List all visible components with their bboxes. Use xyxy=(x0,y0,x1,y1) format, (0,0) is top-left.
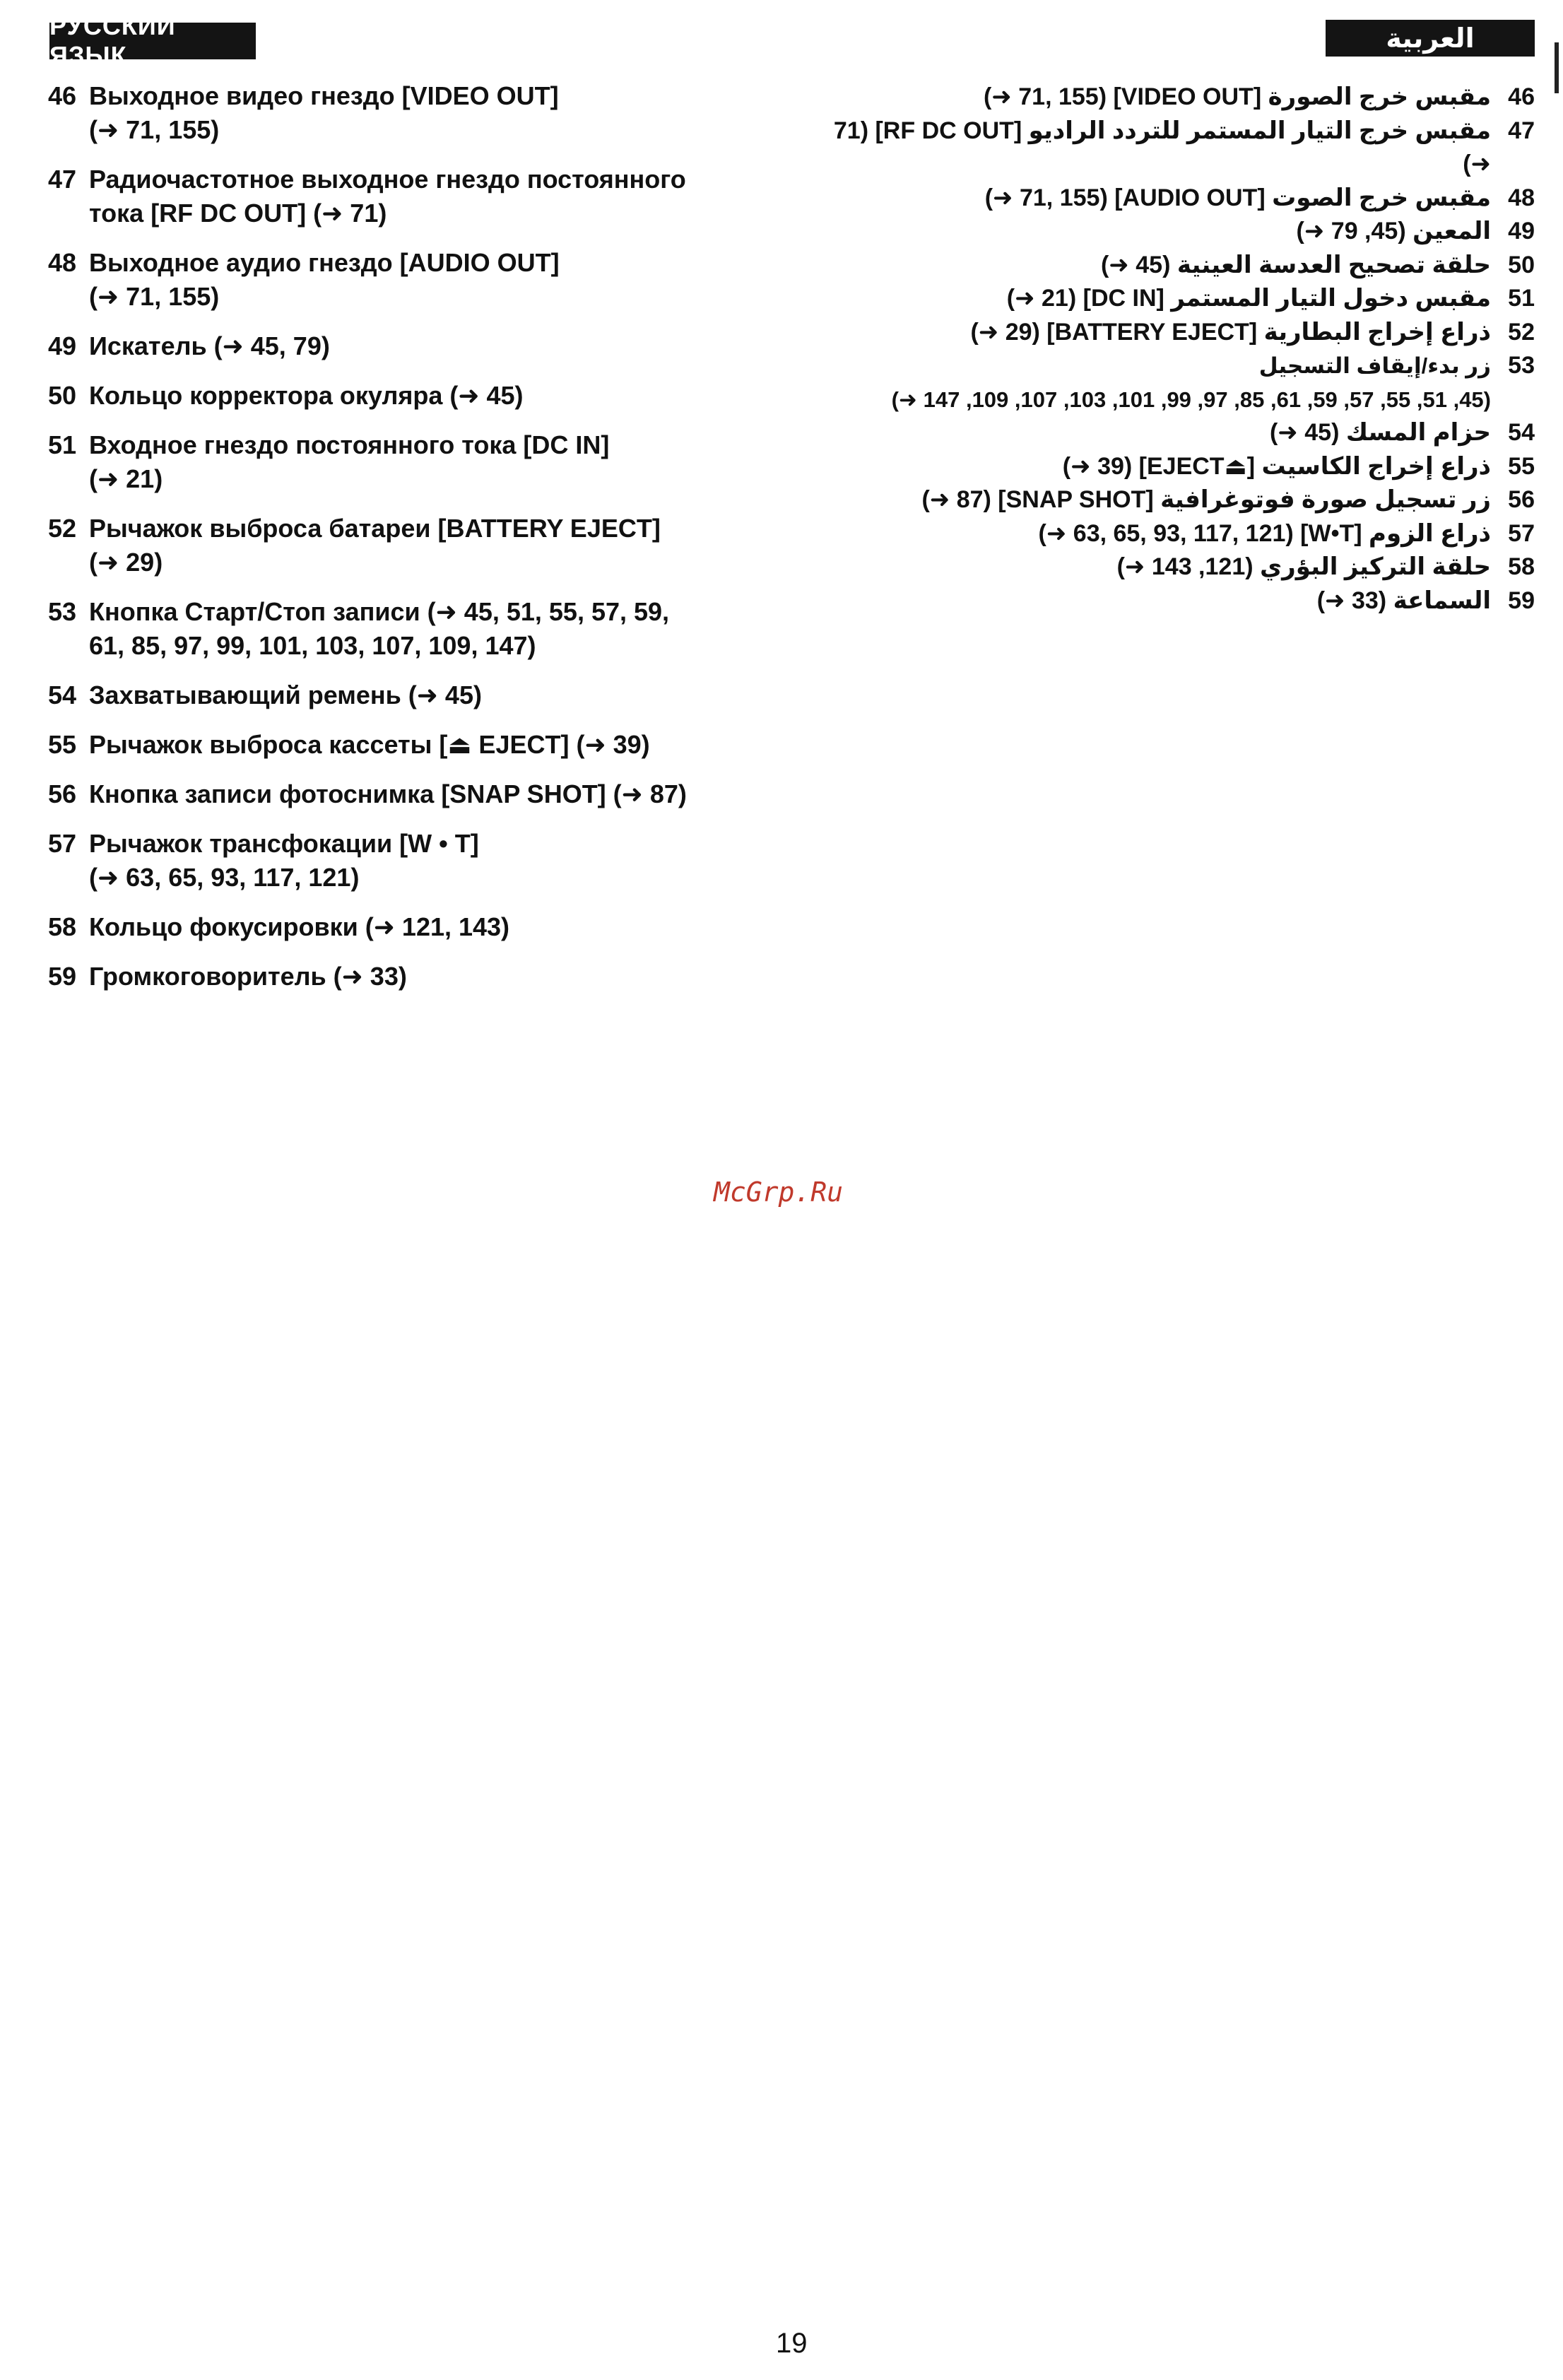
item-number: 53 xyxy=(1508,352,1535,379)
item-number: 48 xyxy=(48,248,77,277)
watermark: McGrp.Ru xyxy=(714,1177,844,1208)
list-item xyxy=(48,246,762,314)
item-description: زر بدء/إيقاف التسجيل (45, 51, 55, 57, 59, 61, 85, 97, 99, 101, 103, 107, 109, 147 ➜) xyxy=(891,353,1491,412)
list-item xyxy=(813,517,1535,551)
item-description: Выходное аудио гнездо [AUDIO OUT] (➜ 71, 155) xyxy=(89,248,560,311)
item-number: 59 xyxy=(48,962,77,991)
item-number: 54 xyxy=(48,681,77,709)
list-item xyxy=(48,827,762,895)
item-number: 51 xyxy=(1508,285,1535,312)
item-number: 49 xyxy=(1508,218,1535,245)
list-item xyxy=(48,428,762,496)
list-item xyxy=(48,595,762,663)
page-number: 19 xyxy=(776,2328,808,2359)
russian-parts-list xyxy=(48,79,762,1009)
list-item xyxy=(48,512,762,579)
list-item xyxy=(48,678,762,712)
arabic-parts-list xyxy=(813,81,1535,618)
list-item xyxy=(48,379,762,413)
page-edge-marker xyxy=(1555,42,1559,93)
list-item xyxy=(813,182,1535,216)
item-description: مقبس خرج الصوت [AUDIO OUT] (71, 155 ➜) xyxy=(984,184,1491,211)
item-number: 49 xyxy=(48,331,77,360)
item-number: 48 xyxy=(1508,184,1535,211)
item-number: 57 xyxy=(1508,519,1535,547)
list-item xyxy=(813,550,1535,584)
item-number: 46 xyxy=(48,81,77,110)
item-description: Захватывающий ремень (➜ 45) xyxy=(89,681,482,709)
list-item xyxy=(813,483,1535,517)
list-item xyxy=(813,282,1535,316)
item-description: حزام المسك (45 ➜) xyxy=(1269,419,1491,446)
item-number: 57 xyxy=(48,829,77,858)
item-description: Кнопка Старт/Стоп записи (➜ 45, 51, 55, 57, 59, 61, 85, 97, 99, 101, 103, 107, 109, 147) xyxy=(89,597,670,660)
item-description: Кнопка записи фотоснимка [SNAP SHOT] (➜ 87) xyxy=(89,779,687,808)
item-description: السماعة (33 ➜) xyxy=(1316,587,1491,614)
item-number: 47 xyxy=(48,165,77,194)
item-number: 58 xyxy=(48,912,77,941)
item-number: 50 xyxy=(48,381,77,410)
list-item xyxy=(48,728,762,762)
item-number: 54 xyxy=(1508,419,1535,446)
item-description: Входное гнездо постоянного тока [DC IN] (➜ 21) xyxy=(89,430,610,493)
item-description: Выходное видео гнездо [VIDEO OUT] (➜ 71, 155) xyxy=(89,81,559,144)
item-description: Рычажок трансфокации [W • T] (➜ 63, 65, 93, 117, 121) xyxy=(89,829,479,892)
item-number: 46 xyxy=(1508,83,1535,110)
item-description: حلقة تصحيح العدسة العينية (45 ➜) xyxy=(1100,251,1491,278)
list-item xyxy=(813,450,1535,484)
list-item xyxy=(813,249,1535,283)
item-description: مقبس خرج التيار المستمر للتردد الراديو [RF DC OUT] (71 ➜) xyxy=(833,117,1491,177)
item-description: مقبس دخول التيار المستمر [DC IN] (21 ➜) xyxy=(1006,285,1491,312)
list-item xyxy=(48,777,762,811)
list-item xyxy=(813,416,1535,450)
item-number: 55 xyxy=(1508,452,1535,480)
item-description: Рычажок выброса батареи [BATTERY EJECT] (➜ 29) xyxy=(89,514,661,577)
item-description: ذراع إخراج البطارية [BATTERY EJECT] (29 ➜) xyxy=(970,318,1491,346)
item-description: مقبس خرج الصورة [VIDEO OUT] (71, 155 ➜) xyxy=(983,83,1491,110)
item-number: 58 xyxy=(1508,553,1535,580)
item-description: Громкоговоритель (➜ 33) xyxy=(89,962,407,991)
item-number: 52 xyxy=(48,514,77,543)
item-description: ذراع إخراج الكاسيت [⏏EJECT] (39 ➜) xyxy=(1062,452,1491,480)
item-description: زر تسجيل صورة فوتوغرافية [SNAP SHOT] (87 ➜) xyxy=(921,486,1491,513)
language-tab-russian: РУССКИЙ ЯЗЫК xyxy=(49,23,256,59)
item-description: Искатель (➜ 45, 79) xyxy=(89,331,330,360)
list-item xyxy=(48,960,762,994)
item-number: 53 xyxy=(48,597,77,626)
item-number: 51 xyxy=(48,430,77,459)
list-item xyxy=(813,349,1535,416)
item-number: 47 xyxy=(1508,117,1535,144)
item-number: 55 xyxy=(48,730,77,759)
item-description: حلقة التركيز البؤري (121, 143 ➜) xyxy=(1116,553,1491,580)
list-item xyxy=(48,329,762,363)
language-tab-arabic: العربية xyxy=(1326,20,1535,57)
item-description: Кольцо корректора окуляра (➜ 45) xyxy=(89,381,524,410)
item-description: Рычажок выброса кассеты [⏏ EJECT] (➜ 39) xyxy=(89,730,650,759)
list-item xyxy=(813,215,1535,249)
item-description: Радиочастотное выходное гнездо постоянного тока [RF DC OUT] (➜ 71) xyxy=(89,165,686,228)
item-number: 52 xyxy=(1508,318,1535,346)
item-description: Кольцо фокусировки (➜ 121, 143) xyxy=(89,912,510,941)
list-item xyxy=(48,910,762,944)
item-number: 50 xyxy=(1508,251,1535,278)
item-description: المعين (45, 79 ➜) xyxy=(1296,218,1491,245)
list-item xyxy=(813,584,1535,618)
list-item xyxy=(48,163,762,230)
item-number: 56 xyxy=(48,779,77,808)
list-item xyxy=(813,81,1535,114)
list-item xyxy=(813,114,1535,182)
item-description: ذراع الزوم [W•T] (63, 65, 93, 117, 121 ➜) xyxy=(1038,519,1491,547)
item-number: 59 xyxy=(1508,587,1535,614)
list-item xyxy=(48,79,762,147)
item-number: 56 xyxy=(1508,486,1535,513)
list-item xyxy=(813,316,1535,350)
